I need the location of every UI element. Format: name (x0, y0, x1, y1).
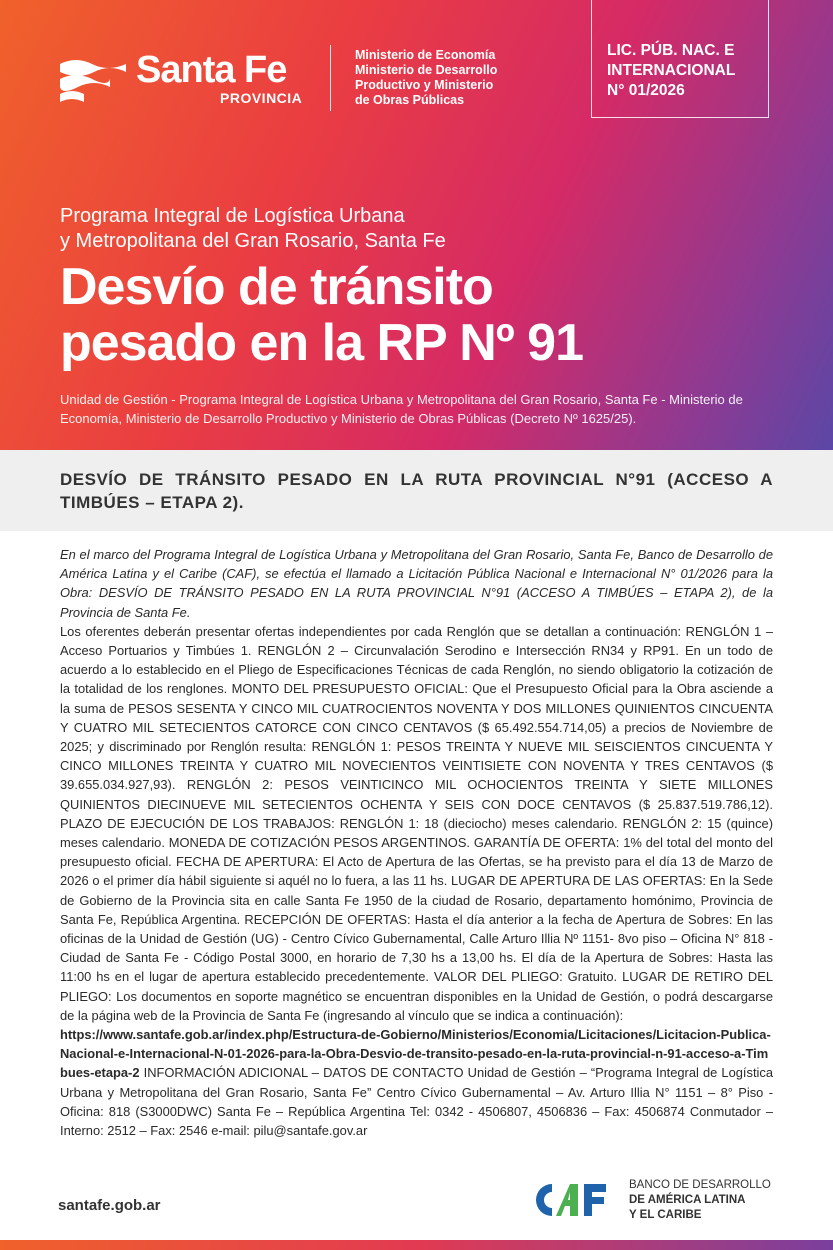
caf-logo (528, 1176, 788, 1226)
licitacion-line: LIC. PÚB. NAC. E (607, 42, 735, 59)
logo-wordmark: Santa Fe (136, 49, 287, 91)
ministry-line: Productivo y Ministerio (355, 78, 494, 92)
logo-divider (330, 45, 331, 111)
licitacion-line: N° 01/2026 (607, 82, 685, 99)
caf-logo-icon (528, 1178, 620, 1222)
contact-text: INFORMACIÓN ADICIONAL – DATOS DE CONTACTO Unidad de Gestión – “Programa Integral de Logística Urbana y Metropolitana del Gran Rosario, Santa Fe” Centro Cívico Gubernamental – Av. Arturo Illia N° 1151 – 8° Piso - Oficina: 818 (S3000DWC) Santa Fe – República Argentina Tel: 0342 - 4506807, 4506836 – Fax: 4506874 Conmutador – Interno: 2512 – Fax: 2546 e-mail: pilu@santafe.gov.ar (60, 1065, 773, 1139)
intro-paragraph: En el marco del Programa Integral de Logística Urbana y Metropolitana del Gran Rosario, Santa Fe, Banco de Desarrollo de América Latina y el Caribe (CAF), se efectúa el llamado a Licitación Pública Nacional e Internacional N° 01/2026 para la Obra: DESVÍO DE TRÁNSITO PESADO EN LA RUTA PROVINCIAL N°91 (ACCESO A TIMBÚES – ETAPA 2), de la Provincia de Santa Fe. (60, 547, 773, 620)
logo-subtitle: PROVINCIA (220, 90, 303, 106)
section-title: DESVÍO DE TRÁNSITO PESADO EN LA RUTA PROVINCIAL N°91 (ACCESO A TIMBÚES – ETAPA 2). (60, 470, 773, 512)
licitacion-box (591, 0, 769, 118)
program-line: y Metropolitana del Gran Rosario, Santa Fe (60, 230, 446, 252)
caf-logo-label: CAF (574, 1221, 576, 1222)
ministry-line: de Obras Públicas (355, 93, 465, 107)
pliego-link[interactable]: https://www.santafe.gob.ar/index.php/Estructura-de-Gobierno/Ministerios/Economia/Licitaciones/Licitacion-Publica-Nacional-e-Internacional-N-01-2026-para-la-Obra-Desvio-de-transito-pesado-en-la-ruta-provincial-n-91-acceso-a-Timbues-etapa-2 (60, 1027, 771, 1081)
santa-fe-flag-icon (58, 52, 128, 107)
caf-line: Y EL CARIBE (629, 1209, 702, 1221)
program-line: Programa Integral de Logística Urbana (60, 205, 405, 227)
santa-fe-logo (58, 50, 328, 112)
ministry-line: Ministerio de Desarrollo (355, 63, 498, 77)
program-title (60, 204, 760, 254)
licitacion-line: INTERNACIONAL (607, 62, 736, 79)
ministry-line: Ministerio de Economía (355, 48, 496, 62)
bottom-gradient-bar (0, 1240, 833, 1250)
caf-name (629, 1178, 771, 1223)
headline-line: pesado en la RP Nº 91 (60, 314, 584, 372)
caf-line: DE AMÉRICA LATINA (629, 1194, 746, 1206)
main-paragraph (60, 622, 773, 1140)
footer-website-link[interactable]: santafe.gob.ar (58, 1197, 161, 1214)
headline (60, 259, 820, 371)
headline-line: Desvío de tránsito (60, 258, 493, 316)
ministries-block (355, 48, 575, 108)
body-text (60, 545, 773, 1140)
hero-banner (0, 0, 833, 450)
caf-line: BANCO DE DESARROLLO (629, 1179, 771, 1191)
unit-description: Unidad de Gestión - Programa Integral de Logística Urbana y Metropolitana del Gran Rosario, Santa Fe - Ministerio de Economía, Ministerio de Desarrollo Productivo y Ministerio de Obras Públicas (Decreto Nº 1625/25). (60, 392, 743, 426)
main-text: Los oferentes deberán presentar ofertas independientes por cada Renglón que se detallan a continuación: RENGLÓN 1 – Acceso Portuarios y Timbúes 1. RENGLÓN 2 – Circunvalación Serodino e Intersección RN34 y RP91. En un todo de acuerdo a lo establecido en el Pliego de Especificaciones Técnicas de cada Renglón, no siendo obligatorio la cotización de la totalidad de los renglones. MONTO DEL PRESUPUESTO OFICIAL: Que el Presupuesto Oficial para la Obra asciende a la suma de PESOS SESENTA Y CINCO MIL CUATROCIENTOS NOVENTA Y DOS MILLONES QUINIENTOS CINCUENTA Y CUATRO MIL SETECIENTOS CATORCE CON CINCO CENTAVOS ($ 65.492.554.714,05) a precios de Noviembre de 2025; y discriminado por Renglón resulta: RENGLÓN 1: PESOS TREINTA Y NUEVE MIL SEISCIENTOS CINCUENTA Y CINCO MILLONES TREINTA Y CUATRO MIL NOVECIENTOS VEINTISIETE CON NOVENTA Y TRES CENTAVOS ($ 39.655.034.927,93). RENGLÓN 2: PESOS VEINTICINCO MIL OCHOCIENTOS TREINTA Y SIETE MILLONES QUINIENTOS DIECINUEVE MIL SETECIENTOS OCHENTA Y SEIS CON DOCE CENTAVOS ($ 25.837.519.786,12). PLAZO DE EJECUCIÓN DE LOS TRABAJOS: RENGLÓN 1: 18 (dieciocho) meses calendario. RENGLÓN 2: 15 (quince) meses calendario. MONEDA DE COTIZACIÓN PESOS ARGENTINOS. GARANTÍA DE OFERTA: 1% del total del monto del presupuesto oficial. FECHA DE APERTURA: El Acto de Apertura de las Ofertas, se ha previsto para el día 13 de Marzo de 2026 o el primer día hábil siguiente si aquél no lo fuera, a las 11 hs. LUGAR DE APERTURA DE LAS OFERTAS: En la Sede de Gobierno de la Provincia sita en calle Santa Fe 1950 de la ciudad de Rosario, departamento homónimo, Provincia de Santa Fe, República Argentina. RECEPCIÓN DE OFERTAS: Hasta el día anterior a la fecha de Apertura de Sobres: En las oficinas de la Unidad de Gestión (UG) - Centro Cívico Gubernamental, Calle Arturo Illia Nº 1151- 8vo piso – Oficina N° 818 - Ciudad de Santa Fe - Código Postal 3000, en horario de 7,30 hs a 13,00 hs. El día de la Apertura de Sobres: Hasta las 11:00 hs en el lugar de apertura establecido precedentemente. VALOR DEL PLIEGO: Gratuito. LUGAR DE RETIRO DEL PLIEGO: Los documentos en soporte magnético se encuentran disponibles en la Unidad de Gestión, o podrá descargarse de la página web de la Provincia de Santa Fe (ingresando al vínculo que se indica a continuación): (60, 623, 773, 1023)
